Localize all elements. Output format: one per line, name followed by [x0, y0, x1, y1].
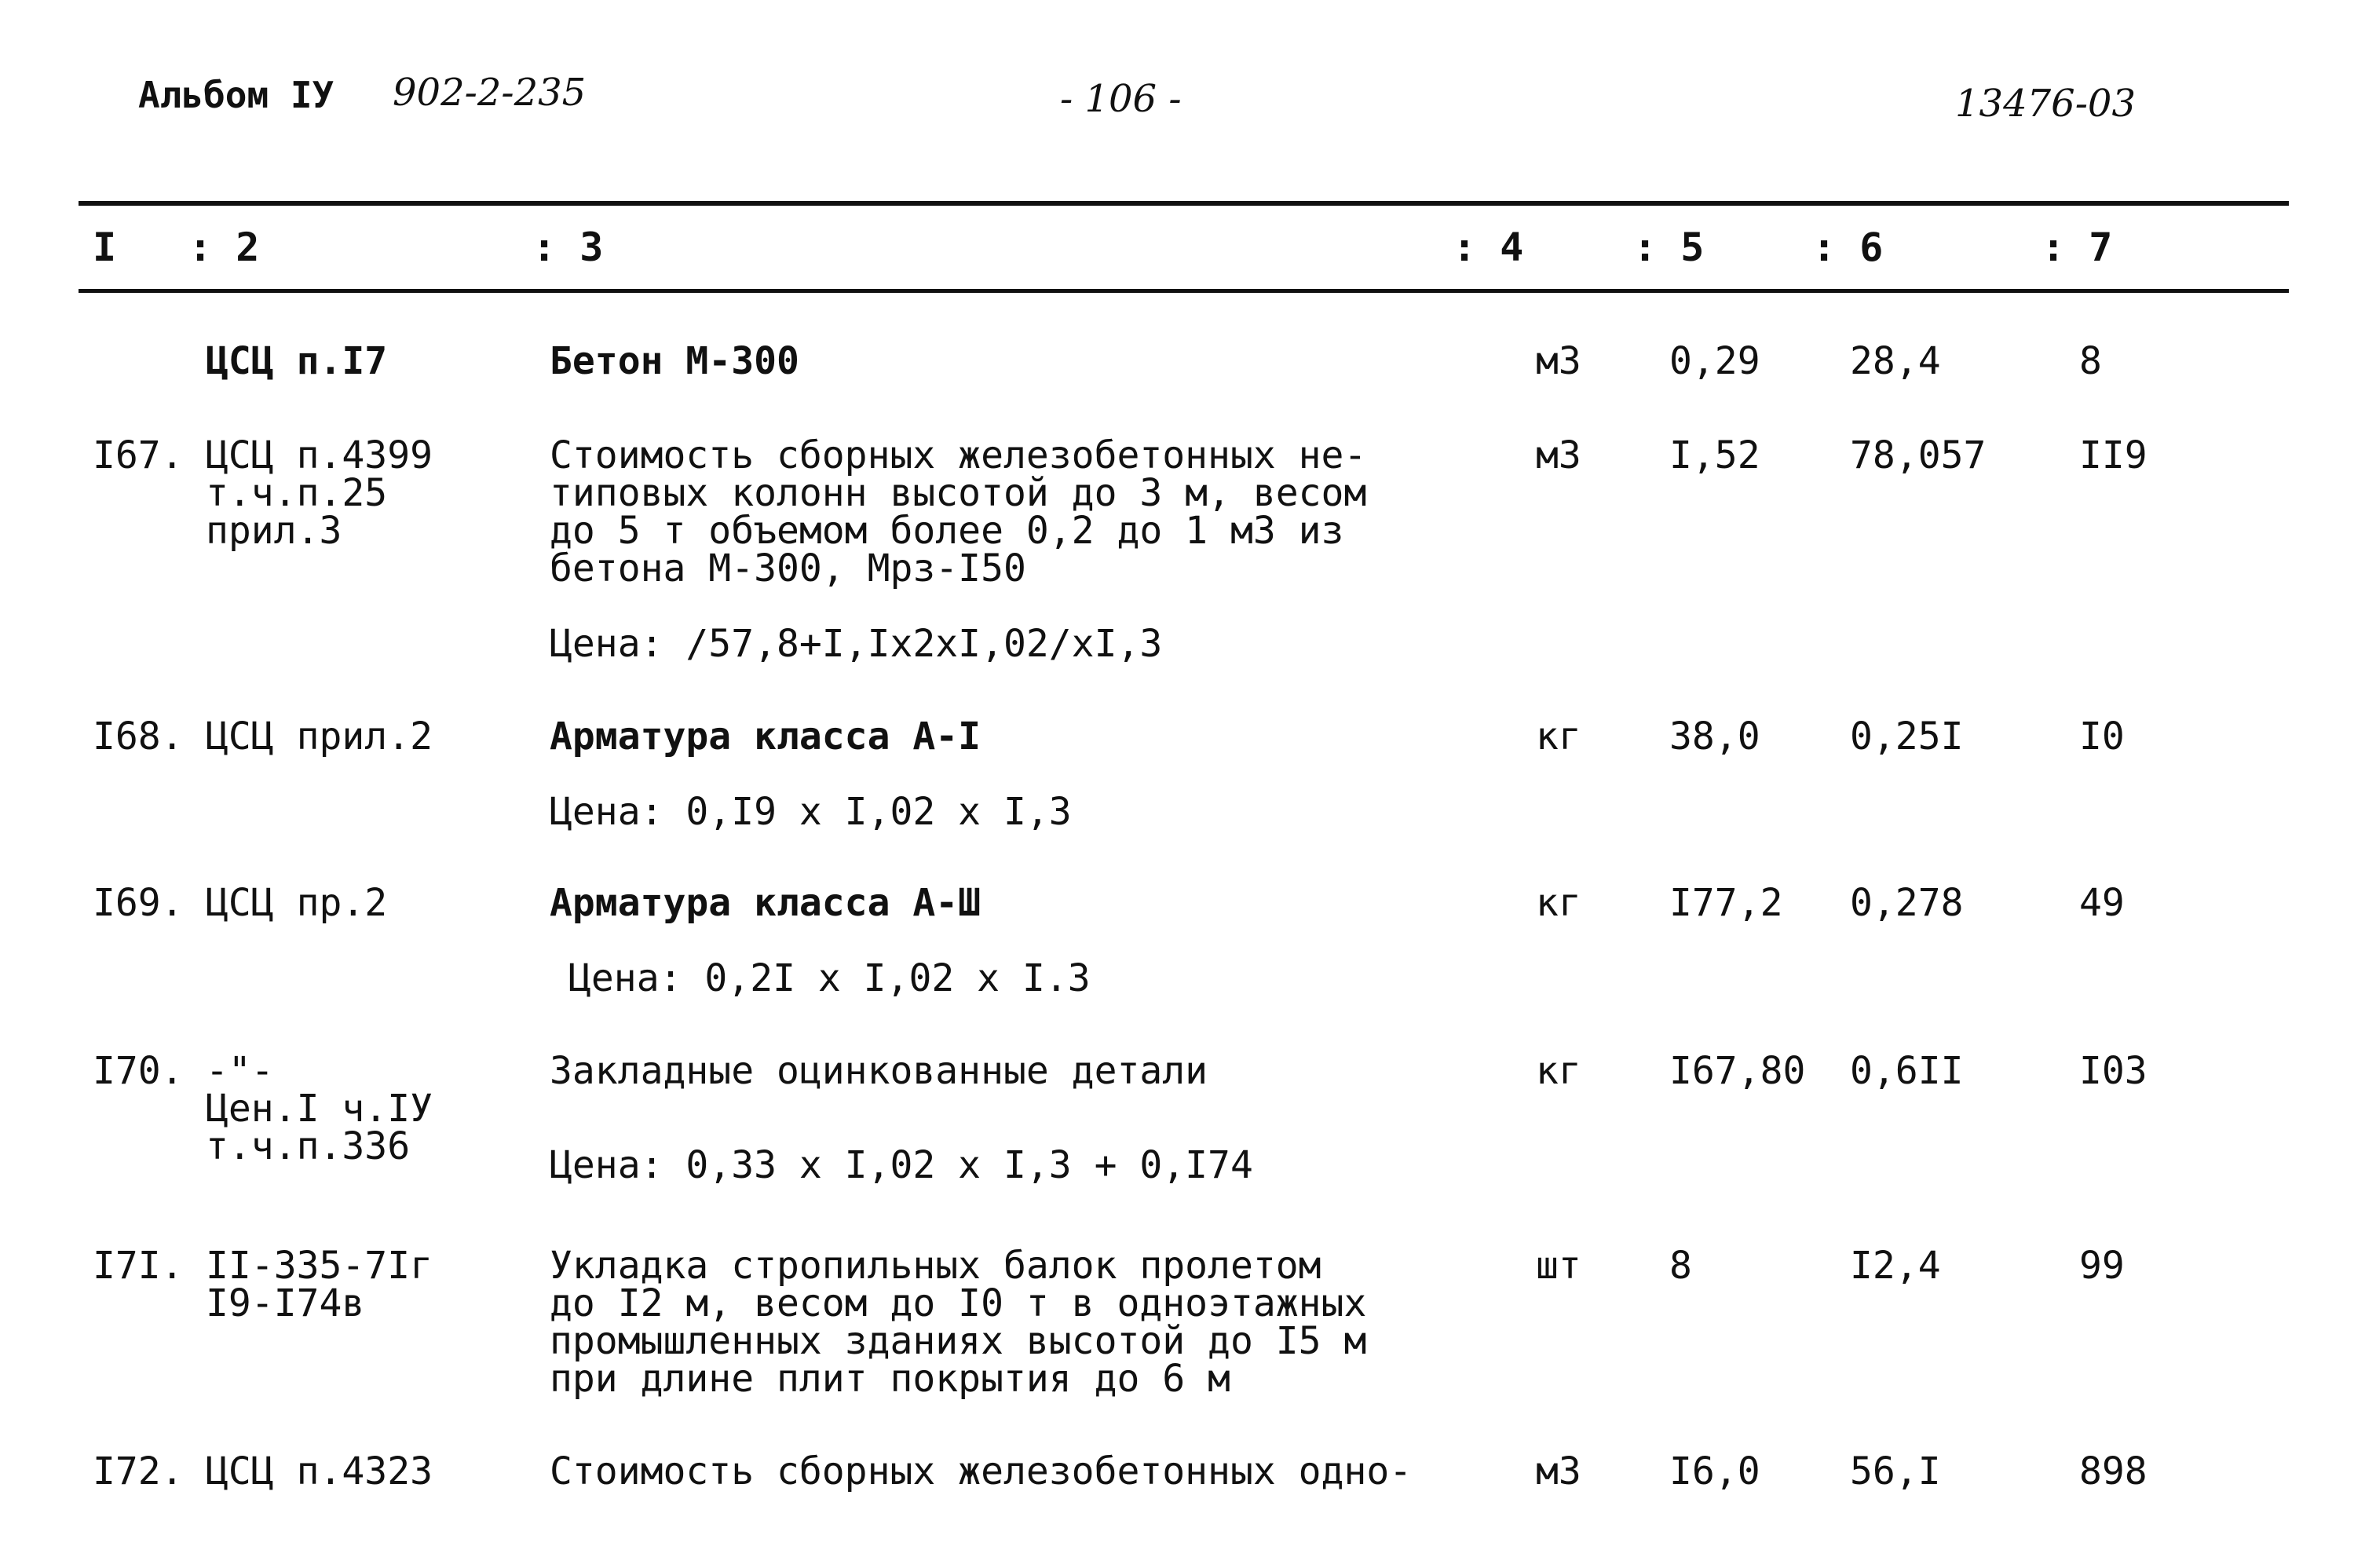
document-number: 13476-03	[1955, 82, 2136, 126]
row-price-note: Цена: /57,8+I,Ix2xI,02/xI,3	[550, 622, 1163, 666]
row-unit: кг	[1536, 881, 1581, 925]
column-header-6: : 6	[1812, 225, 1884, 270]
row-code: ЦСЦ прил.2	[206, 715, 433, 758]
row-description: Закладные оцинкованные детали	[550, 1049, 1208, 1093]
row-description: Арматура класса А-Ш	[550, 881, 981, 925]
row-code: ЦСЦ п.4399 т.ч.п.25 прил.3	[206, 433, 433, 553]
row-description: Стоимость сборных железобетонных не- типовых колонн высотой до 3 м, весом до 5 т объемом более 0,2 до 1 м3 из бетона М-300, Мрз-I50	[550, 433, 1367, 590]
row-price: 0,25I	[1850, 715, 1964, 758]
row-price: 28,4	[1850, 339, 1941, 383]
row-price: I2,4	[1850, 1244, 1941, 1288]
row-price: 56,I	[1850, 1449, 1941, 1493]
column-header-2: : 2	[188, 225, 260, 270]
row-price: 0,6II	[1850, 1049, 1964, 1093]
row-unit: кг	[1536, 715, 1581, 758]
row-number: I67.	[93, 433, 184, 477]
row-unit: м3	[1536, 1449, 1581, 1493]
row-quantity: I,52	[1669, 433, 1760, 477]
row-quantity: 8	[1669, 1244, 1692, 1288]
table-header-rule	[79, 289, 2289, 293]
column-header-1: I	[93, 225, 117, 270]
row-code: -"- Цен.I ч.IУ т.ч.п.336	[206, 1049, 433, 1168]
row-total: I0	[2079, 715, 2125, 758]
row-unit: м3	[1536, 433, 1581, 477]
row-price-note: Цена: 0,I9 x I,02 x I,3	[550, 790, 1072, 834]
row-unit: кг	[1536, 1049, 1581, 1093]
row-quantity: I6,0	[1669, 1449, 1760, 1493]
row-quantity: 0,29	[1669, 339, 1760, 383]
row-unit: м3	[1536, 339, 1581, 383]
row-price: 78,057	[1850, 433, 1987, 477]
row-description: Бетон М-300	[550, 339, 799, 383]
row-price-note: Цена: 0,2I x I,02 x I.3	[568, 956, 1091, 1000]
row-code: ЦСЦ п.4323	[206, 1449, 433, 1493]
project-code: 902-2-235	[393, 71, 587, 115]
row-number: I68.	[93, 715, 184, 758]
row-quantity: I77,2	[1669, 881, 1783, 925]
page-number: - 106 -	[1060, 77, 1182, 121]
column-header-7: : 7	[2042, 225, 2113, 270]
row-total: 8	[2079, 339, 2102, 383]
row-number: I7I.	[93, 1244, 184, 1288]
row-description: Стоимость сборных железобетонных одно-	[550, 1449, 1413, 1493]
column-header-4: : 4	[1453, 225, 1524, 270]
album-label: Альбом IУ	[138, 74, 334, 116]
row-code: ЦСЦ пр.2	[206, 881, 388, 925]
row-price: 0,278	[1850, 881, 1964, 925]
row-number: I70.	[93, 1049, 184, 1093]
column-header-3: : 3	[532, 225, 604, 270]
row-total: 99	[2079, 1244, 2125, 1288]
row-number: I72.	[93, 1449, 184, 1493]
row-code: ЦСЦ п.I7	[206, 339, 388, 383]
row-description: Укладка стропильных балок пролетом до I2 м, весом до I0 т в одноэтажных промышленных зданиях высотой до I5 м при длине плит покрытия до 6 м	[550, 1244, 1367, 1401]
row-description: Арматура класса А-I	[550, 715, 981, 758]
row-total: 898	[2079, 1449, 2148, 1493]
row-price-note: Цена: 0,33 x I,02 x I,3 + 0,I74	[550, 1143, 1253, 1187]
row-total: I03	[2079, 1049, 2148, 1093]
row-quantity: 38,0	[1669, 715, 1760, 758]
row-total: 49	[2079, 881, 2125, 925]
row-unit: шт	[1536, 1244, 1581, 1288]
row-total: II9	[2079, 433, 2148, 477]
row-code: II-335-7Iг I9-I74в	[206, 1244, 433, 1325]
row-number: I69.	[93, 881, 184, 925]
table-top-rule	[79, 201, 2289, 206]
row-quantity: I67,80	[1669, 1049, 1806, 1093]
column-header-5: : 5	[1633, 225, 1705, 270]
